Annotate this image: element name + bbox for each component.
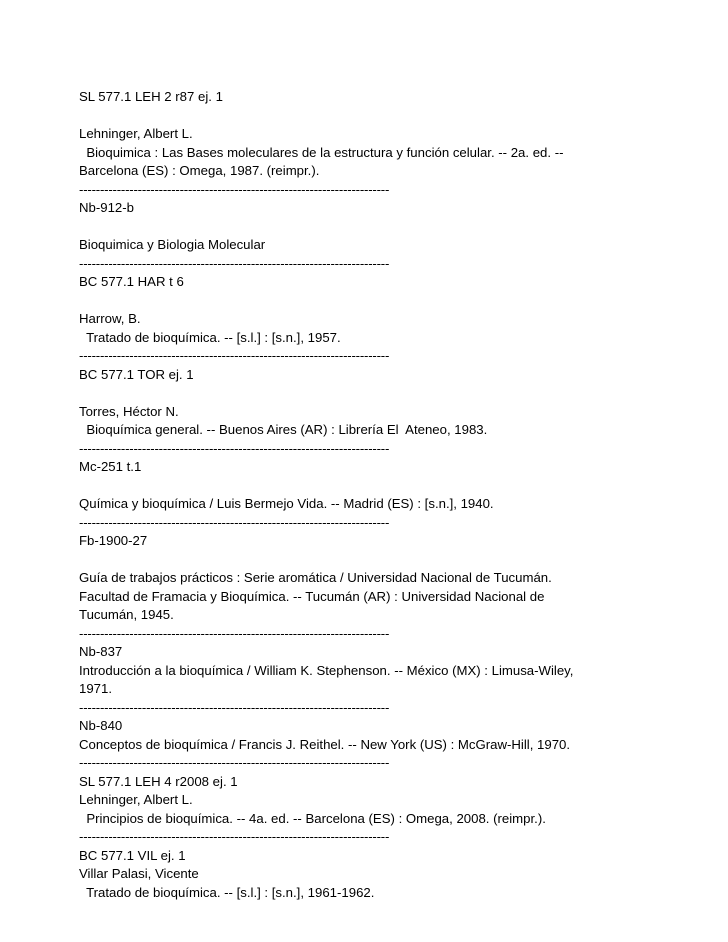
call-number: Nb-912-b xyxy=(79,200,134,215)
catalog-document xyxy=(79,88,679,902)
spacer xyxy=(79,477,679,496)
author: Torres, Héctor N. xyxy=(79,403,179,419)
record-line: Tratado de bioquímica. -- [s.l.] : [s.n.], 1961-1962. xyxy=(79,884,375,900)
call-number: BC 577.1 HAR t 6 xyxy=(79,274,184,289)
call-number: SL 577.1 LEH 2 r87 ej. 1 xyxy=(79,89,223,104)
record-line: Facultad de Framacia y Bioquímica. -- Tucumán (AR) : Universidad Nacional de xyxy=(79,588,545,604)
call-number: BC 577.1 TOR ej. 1 xyxy=(79,366,194,382)
author: Villar Palasi, Vicente xyxy=(79,866,199,881)
separator: -------------------------------------------------------------------------- xyxy=(79,755,390,770)
spacer xyxy=(79,551,679,570)
spacer xyxy=(79,384,679,403)
call-number: BC 577.1 VIL ej. 1 xyxy=(79,847,186,863)
record-line: Tucumán, 1945. xyxy=(79,607,174,622)
record-line: Guía de trabajos prácticos : Serie aromática / Universidad Nacional de Tucumán. xyxy=(79,570,552,585)
separator: -------------------------------------------------------------------------- xyxy=(79,829,390,844)
record-line: Bioquimica y Biologia Molecular xyxy=(79,237,266,252)
record-line: Química y bioquímica / Luis Bermejo Vida. -- Madrid (ES) : [s.n.], 1940. xyxy=(79,496,494,511)
call-number: Nb-837 xyxy=(79,644,123,659)
separator: -------------------------------------------------------------------------- xyxy=(79,348,390,363)
call-number: Fb-1900-27 xyxy=(79,533,148,548)
separator: -------------------------------------------------------------------------- xyxy=(79,699,390,715)
spacer xyxy=(79,218,679,237)
call-number: Mc-251 t.1 xyxy=(79,459,142,474)
call-number: Nb-840 xyxy=(79,718,123,733)
call-number: SL 577.1 LEH 4 r2008 ej. 1 xyxy=(79,773,238,789)
record-line: Principios de bioquímica. -- 4a. ed. -- Barcelona (ES) : Omega, 2008. (reimpr.). xyxy=(79,810,546,826)
separator: -------------------------------------------------------------------------- xyxy=(79,181,390,197)
record-line: Introducción a la bioquímica / William K. Stephenson. -- México (MX) : Limusa-Wiley, xyxy=(79,662,574,678)
separator: -------------------------------------------------------------------------- xyxy=(79,514,390,530)
author: Harrow, B. xyxy=(79,311,141,326)
separator: -------------------------------------------------------------------------- xyxy=(79,625,390,641)
author: Lehninger, Albert L. xyxy=(79,126,193,141)
record-line: Conceptos de bioquímica / Francis J. Reithel. -- New York (US) : McGraw-Hill, 1970. xyxy=(79,736,571,752)
record-line: Barcelona (ES) : Omega, 1987. (reimpr.). xyxy=(79,163,320,178)
record-line: 1971. xyxy=(79,681,113,696)
record-line: Bioquímica general. -- Buenos Aires (AR) : Librería El Ateneo, 1983. xyxy=(79,422,488,437)
record-line: Tratado de bioquímica. -- [s.l.] : [s.n.], 1957. xyxy=(79,329,341,345)
author: Lehninger, Albert L. xyxy=(79,792,193,807)
record-line: Bioquimica : Las Bases moleculares de la estructura y función celular. -- 2a. ed. -- xyxy=(79,144,564,160)
separator: -------------------------------------------------------------------------- xyxy=(79,440,390,456)
separator: -------------------------------------------------------------------------- xyxy=(79,255,390,271)
spacer xyxy=(79,107,679,126)
spacer xyxy=(79,292,679,311)
